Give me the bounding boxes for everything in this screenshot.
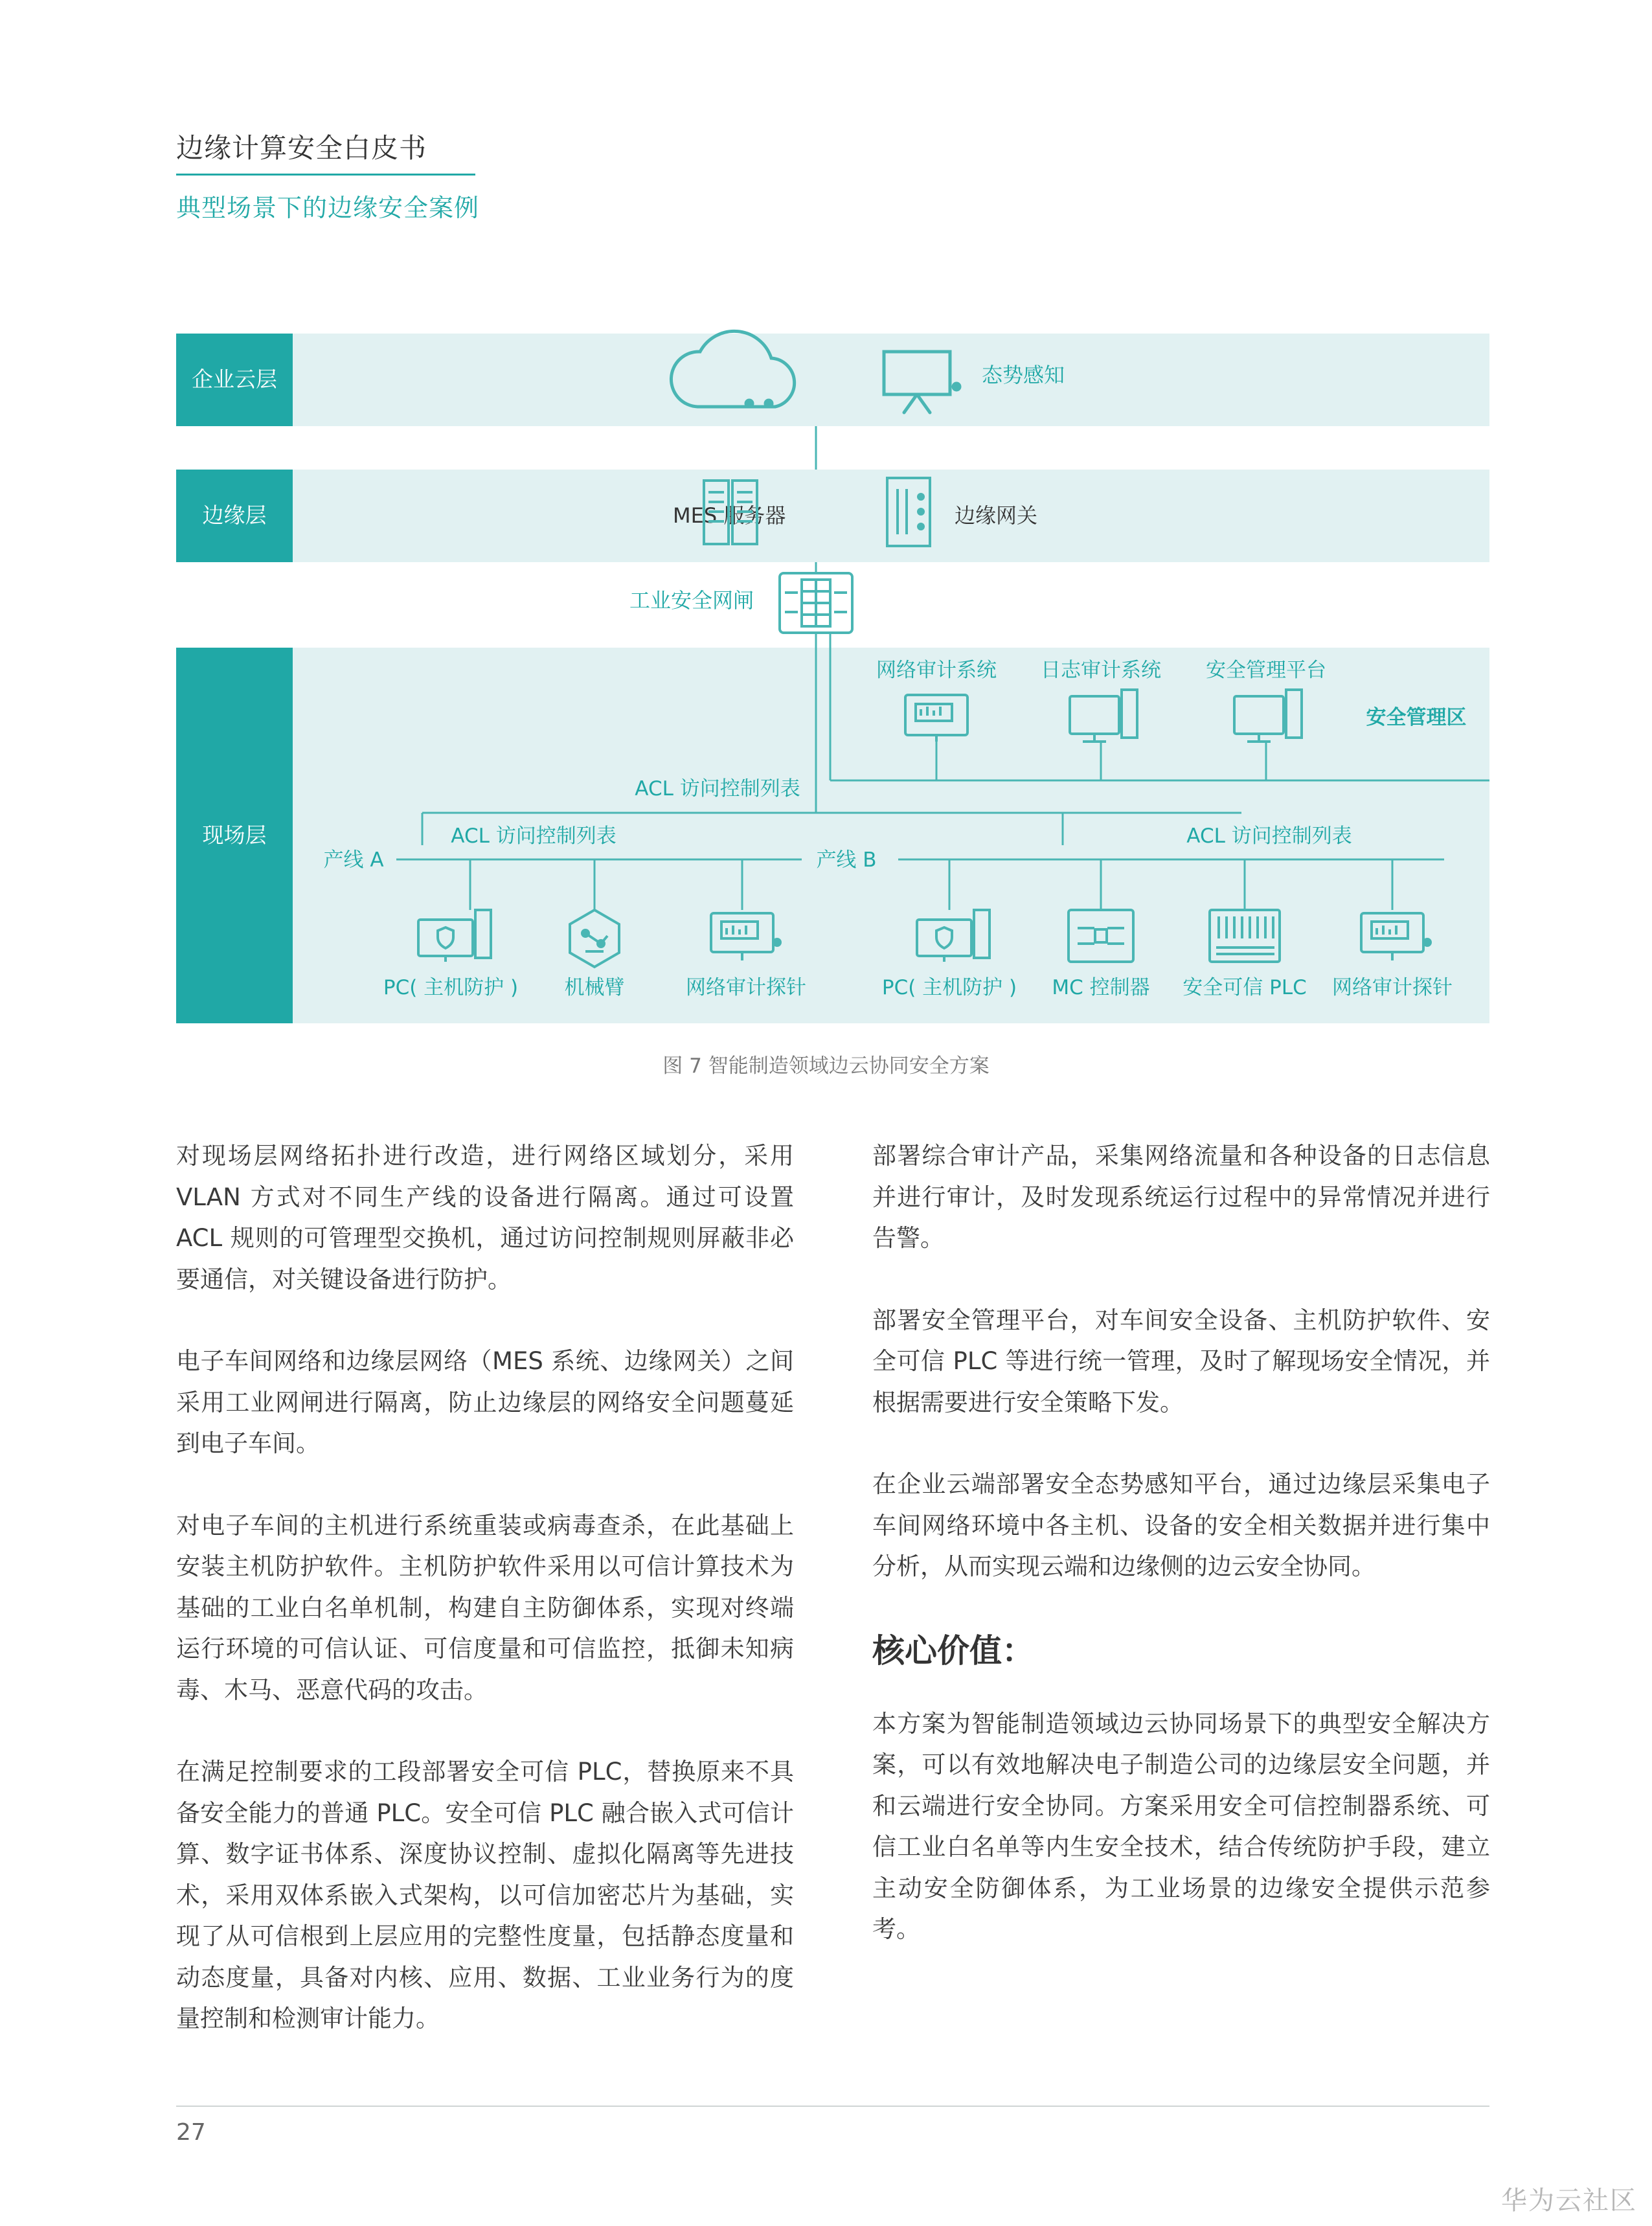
situational-awareness-label: 态势感知	[982, 363, 1065, 387]
field-layer-label: 现场层	[202, 823, 267, 848]
acl-line-a-label: ACL 访问控制列表	[451, 824, 617, 848]
paragraph: 对电子车间的主机进行系统重装或病毒查杀，在此基础上安装主机防护软件。主机防护软件采用以可信计算技术为基础的工业白名单机制，构建自主防御体系，实现对终端运行环境的可信认证、可信度量和可信监控，抵御未知病毒、木马、恶意代码的攻击。	[176, 1511, 794, 1704]
device-b-label-2: 安全可信 PLC	[1182, 976, 1307, 999]
industrial-gate-label: 工业安全网闸	[629, 588, 754, 613]
section-title: 典型场景下的边缘安全案例	[176, 194, 480, 222]
paragraph: 部署安全管理平台，对车间安全设备、主机防护软件、安全可信 PLC 等进行统一管理，及时了解现场安全情况，并根据需要进行安全策略下发。	[872, 1306, 1490, 1416]
mgmt-zone-label: 安全管理区	[1366, 706, 1467, 729]
body-left-column	[176, 1135, 794, 2080]
line-b-label: 产线 B	[816, 848, 877, 872]
paragraph: 本方案为智能制造领域边云协同场景下的典型安全解决方案，可以有效地解决电子制造公司的边缘层安全问题，并和云端进行安全协同。方案采用安全可信控制器系统、可信工业白名单等内生安全技术，结合传统防护手段，建立主动安全防御体系，为工业场景的边缘安全提供示范参考。	[872, 1709, 1490, 1943]
cloud-band	[176, 334, 1489, 426]
line-a-label: 产线 A	[323, 848, 384, 872]
mes-server-label: MES 服务器	[673, 503, 786, 528]
edge-band	[176, 470, 1489, 562]
paragraph: 电子车间网络和边缘层网络（MES 系统、边缘网关）之间采用工业网闸进行隔离，防止边缘层的网络安全问题蔓延到电子车间。	[176, 1347, 794, 1457]
acl-line-b-label: ACL 访问控制列表	[1186, 824, 1352, 848]
doc-title: 边缘计算安全白皮书	[176, 132, 427, 164]
edge-gateway-label: 边缘网关	[955, 503, 1038, 528]
paragraph: 在满足控制要求的工段部署安全可信 PLC，替换原来不具备安全能力的普通 PLC。安全可信 PLC 融合嵌入式可信计算、数字证书体系、深度协议控制、虚拟化隔离等先进技术，采用双体系嵌入式架构，以可信加密芯片为基础，实现了从可信根到上层应用的完整性度量，包括静态度量和动态度量，具备对内核、应用、数据、工业业务行为的度量控制和检测审计能力。	[176, 1758, 794, 2032]
mgmt-item-label-0: 网络审计系统	[876, 659, 997, 682]
title-rule	[176, 174, 475, 176]
mgmt-item-label-2: 安全管理平台	[1206, 659, 1326, 682]
device-b-label-0: PC( 主机防护 )	[881, 976, 1017, 999]
watermark: 华为云社区	[1501, 2186, 1637, 2216]
edge-layer-label: 边缘层	[202, 503, 267, 528]
device-a-label-1: 机械臂	[564, 976, 625, 999]
device-a-label-0: PC( 主机防护 )	[383, 976, 519, 999]
acl-top-label: ACL 访问控制列表	[635, 777, 800, 801]
architecture-diagram	[176, 327, 1489, 1027]
footer-rule	[176, 2106, 1489, 2107]
mgmt-item-label-1: 日志审计系统	[1041, 659, 1161, 682]
core-value-heading: 核心价值：	[872, 1631, 1034, 1670]
figure-caption: 图 7 智能制造领域边云协同安全方案	[662, 1054, 990, 1078]
paragraph: 对现场层网络拓扑进行改造，进行网络区域划分，采用 VLAN 方式对不同生产线的设备进行隔离。通过可设置 ACL 规则的可管理型交换机，通过访问控制规则屏蔽非必要通信，对关键设备进行防护。	[176, 1142, 794, 1293]
cloud-layer-label: 企业云层	[192, 367, 277, 392]
device-a-label-2: 网络审计探针	[686, 976, 806, 999]
firewall-gate-icon	[780, 573, 852, 633]
device-b-label-1: MC 控制器	[1052, 976, 1150, 999]
paragraph: 部署综合审计产品，采集网络流量和各种设备的日志信息并进行审计，及时发现系统运行过程中的异常情况并进行告警。	[872, 1142, 1490, 1252]
page-number: 27	[176, 2119, 206, 2146]
body-right-column	[872, 1135, 1490, 1991]
device-b-label-3: 网络审计探针	[1332, 976, 1453, 999]
paragraph: 在企业云端部署安全态势感知平台，通过边缘层采集电子车间网络环境中各主机、设备的安全相关数据并进行集中分析，从而实现云端和边缘侧的边云安全协同。	[872, 1470, 1490, 1580]
